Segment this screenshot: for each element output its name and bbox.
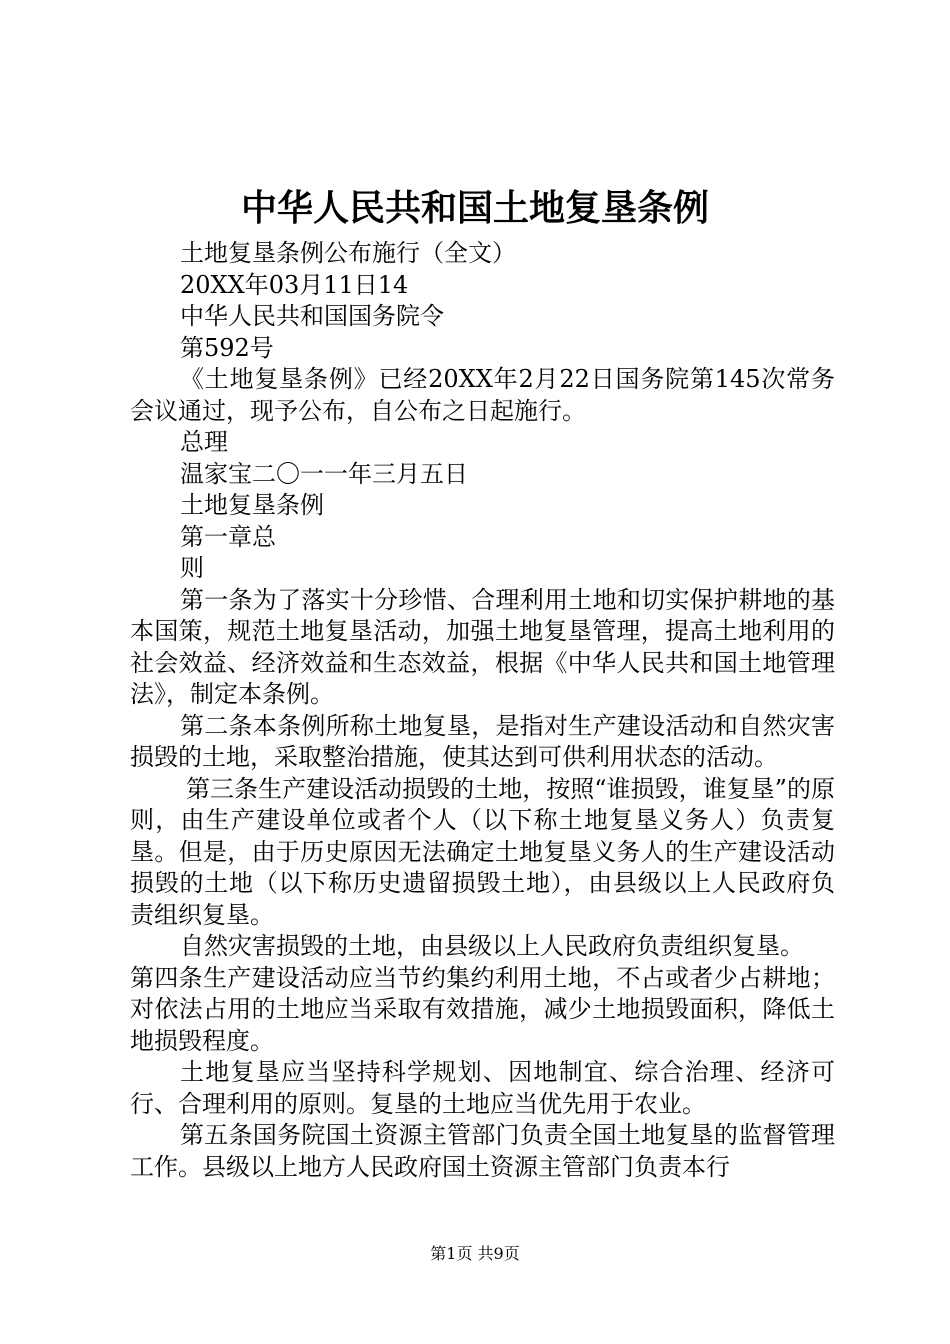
page-footer: 第1页 共9页 <box>430 1244 520 1263</box>
paragraph: 20XX年03月11日14 <box>180 270 409 299</box>
document-title: 中华人民共和国土地复垦条例 <box>240 187 709 229</box>
document-body <box>130 238 835 1183</box>
paragraph: 中华人民共和国国务院令 <box>180 302 444 330</box>
paragraph: 第一章总 <box>180 522 276 551</box>
paragraph: 自然灾害损毁的土地，由县级以上人民政府负责组织复垦。 <box>180 932 804 960</box>
paragraph: 第二条本条例所称土地复垦，是指对生产建设活动和自然灾害损毁的土地，采取整治措施，使其达到可供利用状态的活动。 <box>130 711 835 771</box>
paragraph: 土地复垦条例 <box>180 491 324 519</box>
paragraph: 《土地复垦条例》已经20XX年2月22日国务院第145次常务会议通过，现予公布，自公布之日起施行。 <box>130 365 835 425</box>
paragraph: 温家宝二〇一一年三月五日 <box>180 459 468 488</box>
paragraph: 第一条为了落实十分珍惜、合理利用土地和切实保护耕地的基本国策，规范土地复垦活动，加强土地复垦管理，提高土地利用的社会效益、经济效益和生态效益，根据《中华人民共和国土地管理法》，制定本条例。 <box>130 585 835 708</box>
paragraph: 第四条生产建设活动应当节约集约利用土地，不占或者少占耕地；对依法占用的土地应当采取有效措施，减少土地损毁面积，降低土地损毁程度。 <box>130 963 835 1055</box>
paragraph: 土地复垦条例公布施行（全文） <box>180 239 516 267</box>
paragraph: 则 <box>180 554 204 582</box>
paragraph: 总理 <box>180 428 228 456</box>
paragraph: 第三条生产建设活动损毁的土地，按照“谁损毁，谁复垦”的原则，由生产建设单位或者个人（以下称土地复垦义务人）负责复垦。但是，由于历史原因无法确定土地复垦义务人的生产建设活动损毁的土地（以下称历史遗留损毁土地），由县级以上人民政府负责组织复垦。 <box>130 774 835 929</box>
paragraph: 第五条国务院国土资源主管部门负责全国土地复垦的监督管理工作。县级以上地方人民政府国土资源主管部门负责本行 <box>130 1121 835 1181</box>
paragraph: 第592号 <box>180 333 274 362</box>
paragraph: 土地复垦应当坚持科学规划、因地制宜、综合治理、经济可行、合理利用的原则。复垦的土地应当优先用于农业。 <box>130 1058 835 1118</box>
